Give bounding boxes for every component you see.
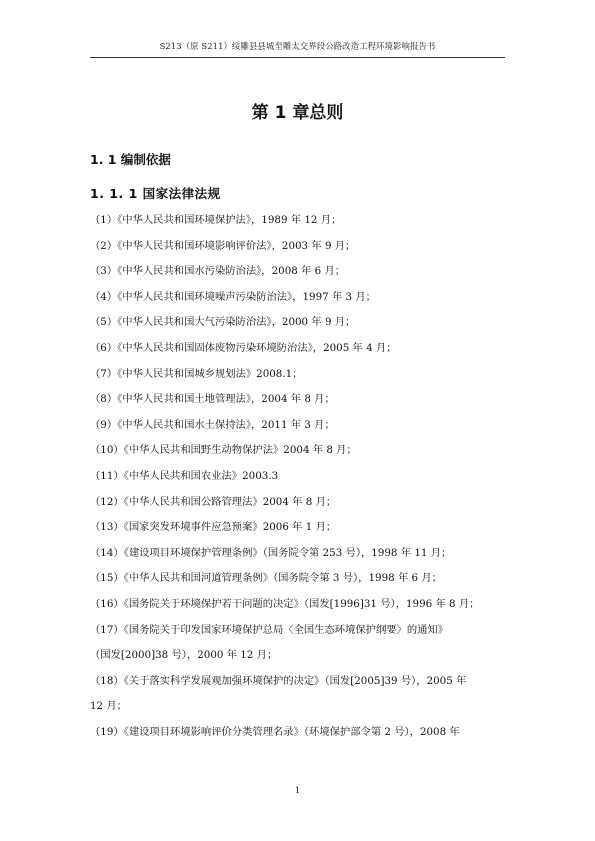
regulation-item <box>90 234 506 260</box>
regulation-text: （19）《建设项目环境影响评价分类管理名录》（环境保护部令第 2 号），2008 年 <box>90 725 460 738</box>
regulation-item <box>90 336 506 362</box>
regulation-text: （14）《建设项目环境保护管理条例》（国务院令第 253 号），1998 年 11 月； <box>90 546 452 559</box>
regulation-item <box>90 310 506 336</box>
regulation-item <box>90 566 506 592</box>
regulation-text-continued: 12 月； <box>90 700 127 713</box>
regulation-item <box>90 413 506 439</box>
regulation-text: （1）《中华人民共和国环境保护法》，1989 年 12 月； <box>90 214 342 226</box>
regulation-text-continued: （国发[2000]38 号），2000 年 12 月； <box>90 649 278 662</box>
regulation-item <box>90 464 506 490</box>
regulation-text: （15）《中华人民共和国河道管理条例》（国务院令第 3 号），1998 年 6 月； <box>90 572 442 585</box>
regulation-text: （10）《中华人民共和国野生动物保护法》2004 年 8 月； <box>90 444 357 457</box>
regulation-item <box>90 490 506 516</box>
regulation-text: （2）《中华人民共和国环境影响评价法》，2003 年 9 月； <box>90 239 356 252</box>
regulation-item <box>90 387 506 413</box>
regulation-item <box>90 720 506 746</box>
regulation-list <box>90 208 506 745</box>
regulation-text: （3）《中华人民共和国水污染防治法》，2008 年 6 月； <box>90 265 346 278</box>
regulation-item <box>90 362 506 388</box>
regulation-item <box>90 592 506 618</box>
regulation-text: （9）《中华人民共和国水土保持法》，2011 年 3 月； <box>90 418 335 431</box>
regulation-text: （11）《中华人民共和国农业法》2003.3 <box>90 469 279 482</box>
regulation-text: （16）《国务院关于环境保护若干问题的决定》（国发[1996]31 号），1996 年 8 月； <box>90 597 480 610</box>
regulation-text: （8）《中华人民共和国土地管理法》，2004 年 8 月； <box>90 393 335 406</box>
regulation-text: （13）《国家突发环境事件应急预案》2006 年 1 月； <box>90 521 337 534</box>
page-number: 1 <box>294 786 301 796</box>
running-header: S213（原 S211）绥雕县县城至雕太交界段公路改造工程环境影响报告书 <box>159 41 436 51</box>
regulation-item <box>90 541 506 567</box>
regulation-text: （5）《中华人民共和国大气污染防治法》，2000 年 9 月； <box>90 316 356 329</box>
regulation-text: （12）《中华人民共和国公路管理法》2004 年 8 月； <box>90 495 337 508</box>
chapter-title: 第 1 章总则 <box>251 103 344 123</box>
regulation-text: （18）《关于落实科学发展观加强环境保护的决定》（国发[2005]39 号），2005 年 <box>90 674 467 687</box>
subsection-title: 1. 1. 1 国家法律法规 <box>90 186 221 201</box>
regulation-item <box>90 438 506 464</box>
header-rule <box>90 57 505 58</box>
regulation-item <box>90 285 506 311</box>
regulation-item <box>90 669 506 720</box>
regulation-text: （6）《中华人民共和国固体废物污染环境防治法》，2005 年 4 月； <box>90 341 397 354</box>
regulation-text: （7）《中华人民共和国城乡规划法》2008.1； <box>90 367 303 380</box>
regulation-item <box>90 259 506 285</box>
regulation-text: （4）《中华人民共和国环境噪声污染防治法》，1997 年 3 月； <box>90 290 376 303</box>
section-title: 1. 1 编制依据 <box>90 152 171 167</box>
regulation-item <box>90 208 506 234</box>
regulation-text: （17）《国务院关于印发国家环境保护总局〈全国生态环境保护纲要〉的通知》 <box>90 623 449 636</box>
regulation-item <box>90 618 506 669</box>
regulation-item <box>90 515 506 541</box>
